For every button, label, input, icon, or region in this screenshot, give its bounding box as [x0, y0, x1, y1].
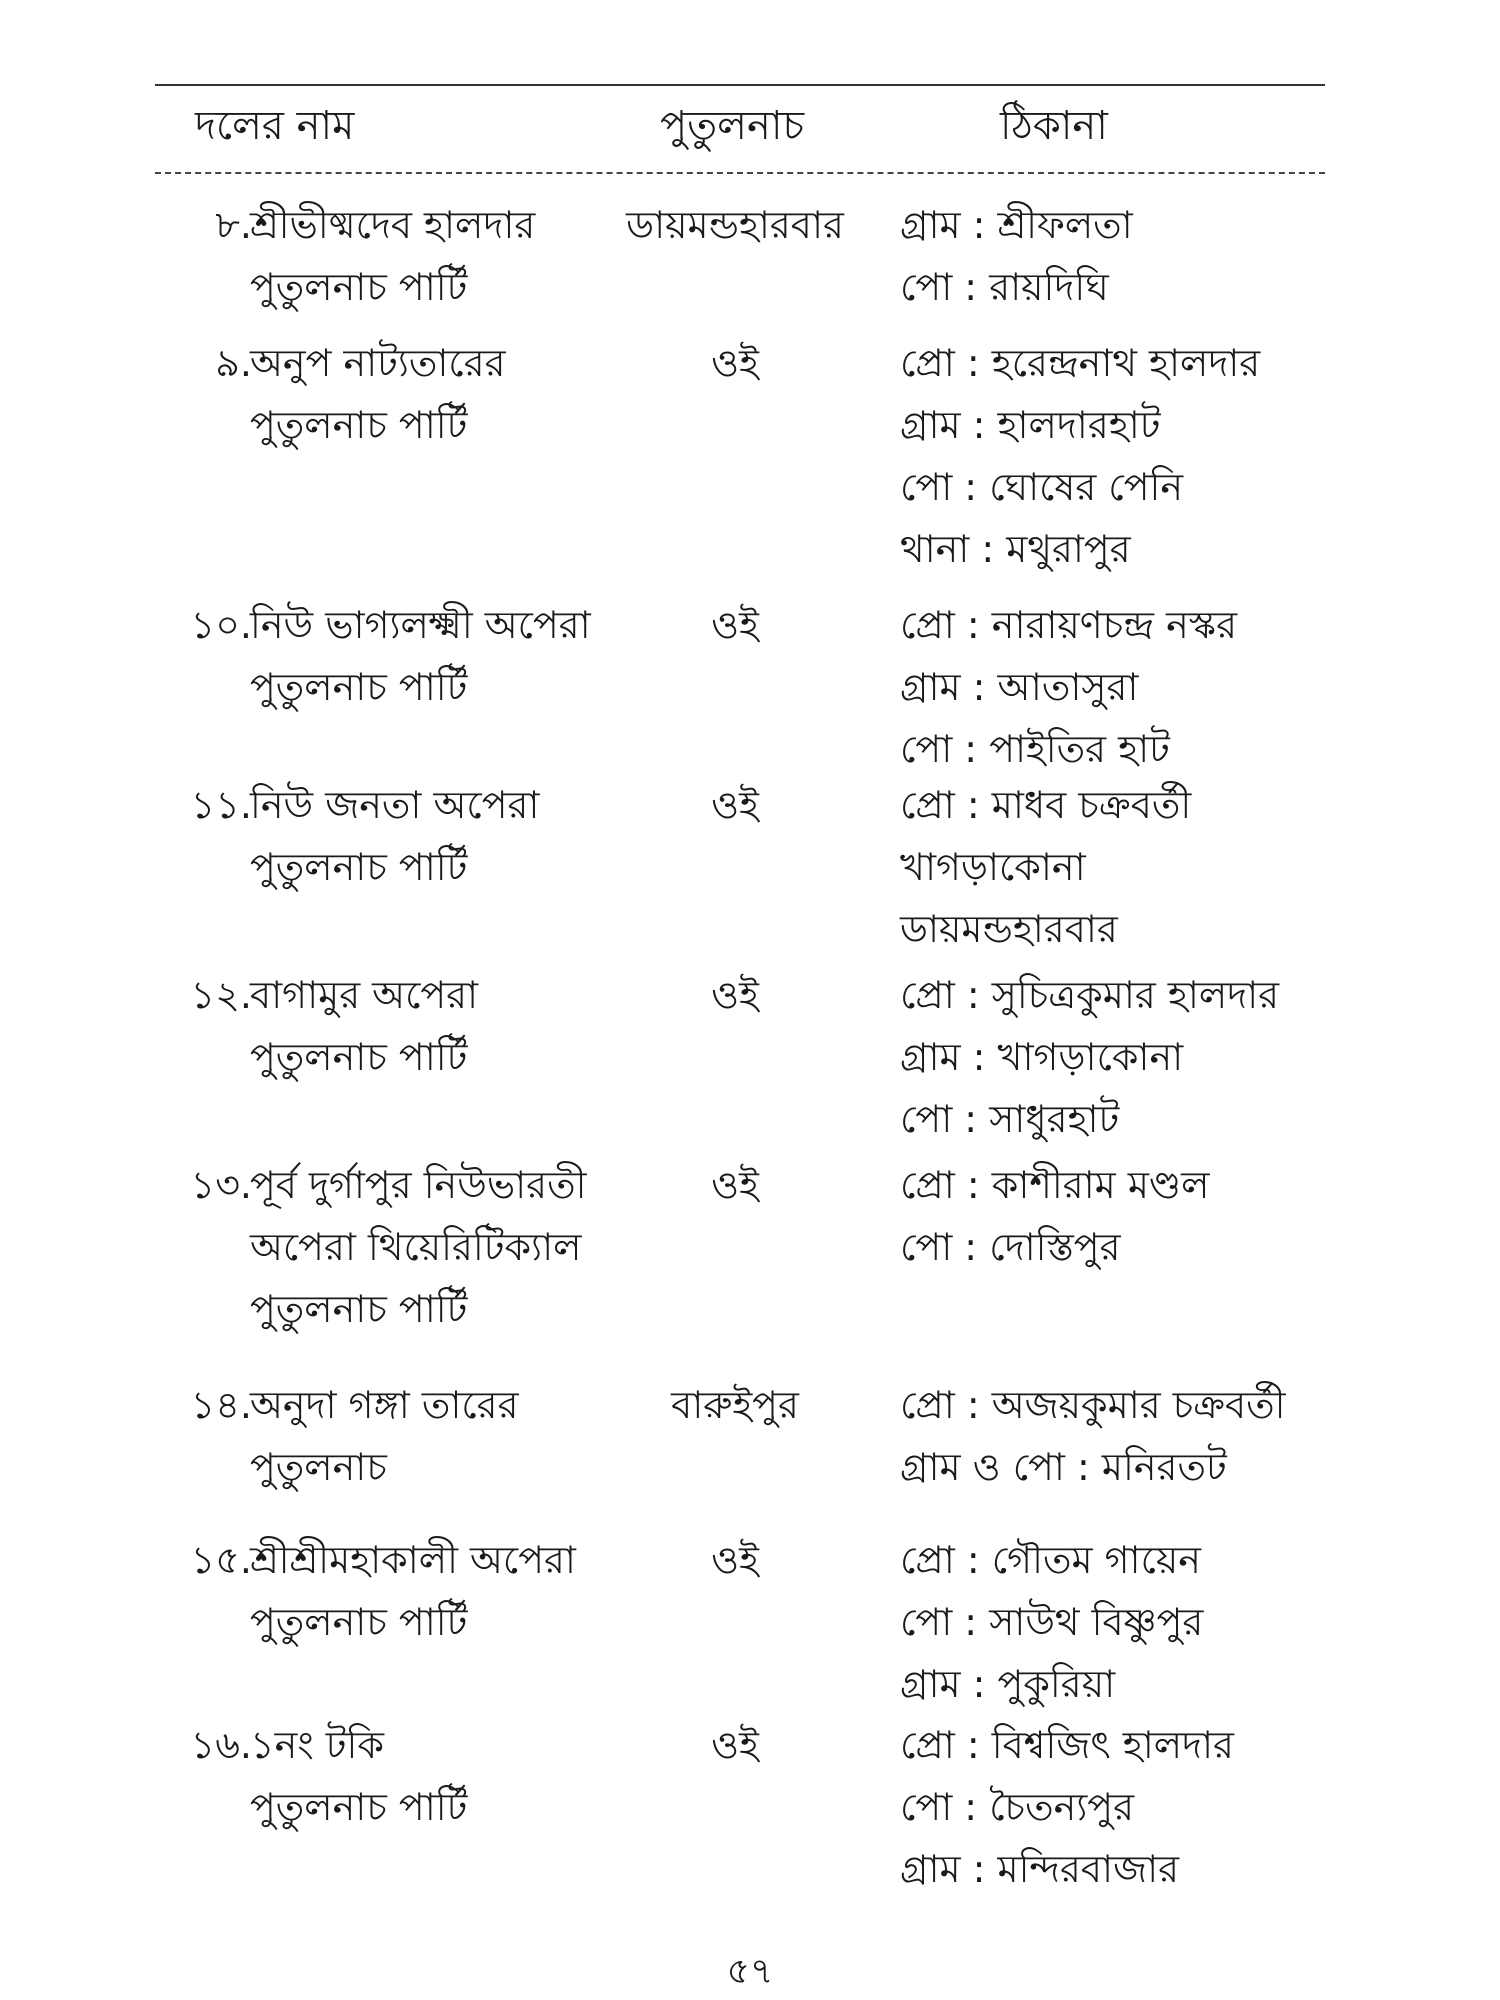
- address-line: পো : সাধুরহাট: [900, 1097, 1120, 1141]
- group-name-line: শ্রীশ্রীমহাকালী অপেরা: [250, 1538, 576, 1582]
- group-name-line: বাগামুর অপেরা: [250, 973, 479, 1017]
- puppet-place: ওই: [711, 341, 759, 385]
- address-line: পো : চৈতন্যপুর: [900, 1785, 1134, 1829]
- group-name-line: অনুদা গঙ্গা তারের: [250, 1383, 519, 1427]
- address-line: পো : ঘোষের পেনি: [900, 465, 1184, 509]
- address-line: গ্রাম : পুকুরিয়া: [900, 1662, 1116, 1706]
- group-name-line: পুতুলনাচ: [250, 1445, 387, 1489]
- address-line: প্রো : বিশ্বজিৎ হালদার: [900, 1723, 1234, 1767]
- address-line: প্রো : মাধব চক্রবর্তী: [900, 783, 1192, 827]
- address-line: প্রো : গৌতম গায়েন: [900, 1538, 1201, 1582]
- group-name-line: পুতুলনাচ পার্টি: [250, 1600, 468, 1644]
- address-line: গ্রাম : শ্রীফলতা: [900, 203, 1133, 247]
- group-name-line: পুতুলনাচ পার্টি: [250, 1035, 468, 1079]
- group-name-line: ১নং টকি: [250, 1723, 384, 1767]
- puppet-place: ওই: [711, 973, 759, 1017]
- group-name-line: নিউ জনতা অপেরা: [250, 783, 540, 827]
- address-line: গ্রাম : হালদারহাট: [900, 403, 1161, 447]
- address-line: পো : সাউথ বিষ্ণুপুর: [900, 1600, 1204, 1644]
- puppet-place: ওই: [711, 603, 759, 647]
- address-line: প্রো : অজয়কুমার চক্রবর্তী: [900, 1383, 1286, 1427]
- group-name-line: পুতুলনাচ পার্টি: [250, 845, 468, 889]
- puppet-place: ডায়মন্ডহারবার: [626, 203, 844, 247]
- address-line: পো : পাইতির হাট: [900, 727, 1170, 771]
- entry-number: ৯.: [215, 341, 252, 385]
- address-line: প্রো : সুচিত্রকুমার হালদার: [900, 973, 1280, 1017]
- entry-number: ১১.: [190, 783, 252, 827]
- header-address: ঠিকানা: [1000, 103, 1108, 149]
- group-name-line: পুতুলনাচ পার্টি: [250, 403, 468, 447]
- entry-number: ১২.: [190, 973, 252, 1017]
- group-name-line: নিউ ভাগ্যলক্ষ্মী অপেরা: [250, 603, 591, 647]
- top-rule: [155, 84, 1325, 86]
- entry-number: ১০.: [190, 603, 252, 647]
- address-line: পো : দোস্তিপুর: [900, 1225, 1121, 1269]
- entry-number: ৮.: [215, 203, 252, 247]
- group-name-line: অনুপ নাট্যতারের: [250, 341, 506, 385]
- group-name-line: অপেরা থিয়েরিটিক্যাল: [250, 1225, 582, 1269]
- address-line: গ্রাম : মন্দিরবাজার: [900, 1847, 1179, 1891]
- address-line: খাগড়াকোনা: [900, 845, 1086, 889]
- group-name-line: পুতুলনাচ পার্টি: [250, 265, 468, 309]
- address-line: থানা : মথুরাপুর: [900, 527, 1131, 571]
- page-number: ৫৭: [726, 1951, 774, 1992]
- header-rule: [155, 172, 1325, 174]
- address-line: গ্রাম ও পো : মনিরতট: [900, 1445, 1227, 1489]
- address-line: পো : রায়দিঘি: [900, 265, 1109, 309]
- entry-number: ১৪.: [190, 1383, 252, 1427]
- group-name-line: শ্রীভীষ্মদেব হালদার: [250, 203, 536, 247]
- header-group-name: দলের নাম: [195, 103, 355, 149]
- entry-number: ১৬.: [190, 1723, 252, 1767]
- address-line: প্রো : হরেন্দ্রনাথ হালদার: [900, 341, 1261, 385]
- puppet-place: ওই: [711, 783, 759, 827]
- group-name-line: পুতুলনাচ পার্টি: [250, 1287, 468, 1331]
- group-name-line: পূর্ব দুর্গাপুর নিউভারতী: [250, 1163, 587, 1207]
- address-line: গ্রাম : আতাসুরা: [900, 665, 1139, 709]
- entry-number: ১৩.: [190, 1163, 252, 1207]
- address-line: ডায়মন্ডহারবার: [900, 907, 1118, 951]
- puppet-place: বারুইপুর: [671, 1383, 799, 1427]
- address-line: গ্রাম : খাগড়াকোনা: [900, 1035, 1184, 1079]
- puppet-place: ওই: [711, 1163, 759, 1207]
- entry-number: ১৫.: [190, 1538, 252, 1582]
- address-line: প্রো : নারায়ণচন্দ্র নস্কর: [900, 603, 1238, 647]
- group-name-line: পুতুলনাচ পার্টি: [250, 665, 468, 709]
- group-name-line: পুতুলনাচ পার্টি: [250, 1785, 468, 1829]
- puppet-place: ওই: [711, 1723, 759, 1767]
- header-puppet-place: পুতুলনাচ: [660, 103, 805, 149]
- puppet-place: ওই: [711, 1538, 759, 1582]
- address-line: প্রো : কাশীরাম মণ্ডল: [900, 1163, 1210, 1207]
